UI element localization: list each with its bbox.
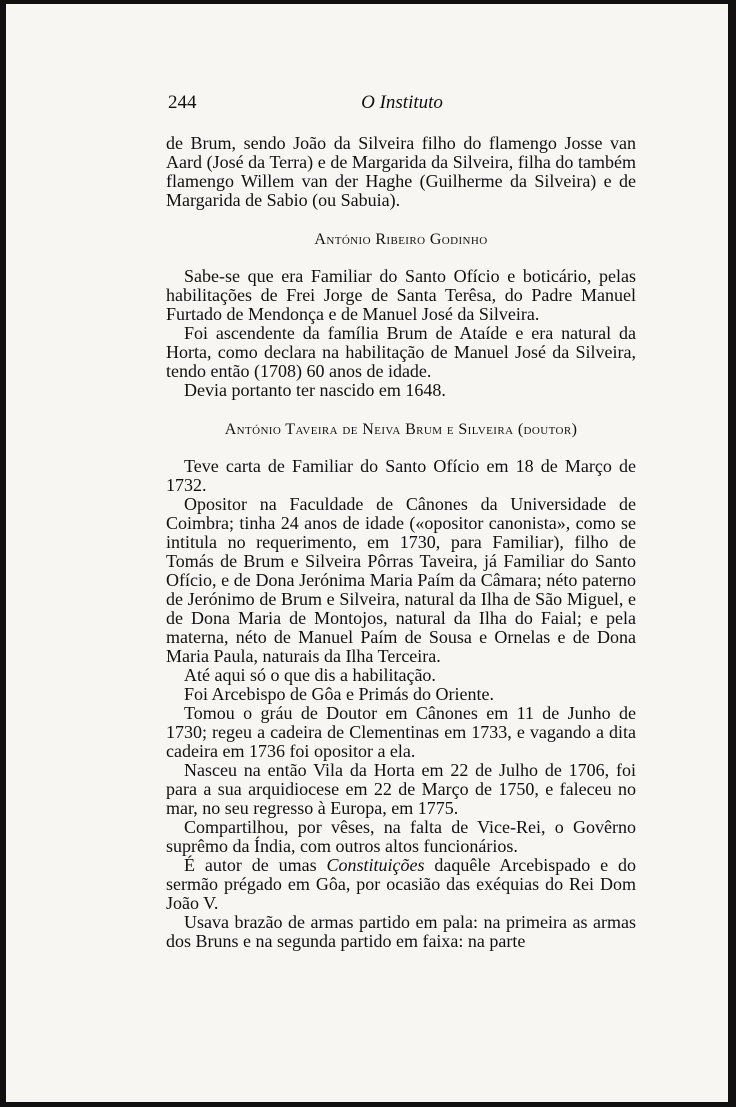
page-number: 244 [168, 92, 197, 113]
section-heading-godinho: António Ribeiro Godinho [314, 231, 488, 248]
paragraph-continuation: de Brum, sendo João da Silveira filho do flamengo Josse van Aard (José da Terra) e de Margarida da Silveira, filha do também flamengo Willem van der Haghe (Guilherme da Silveira) e de Margarida de Sabio (ou Sabuia). [166, 133, 636, 210]
paragraph: Compartilhou, por vêses, na falta de Vice-Rei, o Govêrno suprêmo da Índia, com outros altos funcionários. [166, 817, 636, 856]
book-page [6, 4, 728, 1102]
paragraph: Opositor na Faculdade de Cânones da Universidade de Coimbra; tinha 24 anos de idade («opositor canonista», como se intitula no requerimento, em 1730, para Familiar), filho de Tomás de Brum e Silveira Pôrras Taveira, já Familiar do Santo Ofício, e de Dona Jerónima Maria Paím da Câmara; néto paterno de Jerónimo de Brum e Silveira, natural da Ilha de São Miguel, e de Dona Maria de Montojos, natural da Ilha do Faial; e pela materna, néto de Manuel Paím de Sousa e Ornelas e de Dona Maria Paula, naturais da Ilha Terceira. [166, 494, 636, 666]
paragraph: Tomou o gráu de Doutor em Cânones em 11 de Junho de 1730; regeu a cadeira de Clementinas em 1733, e vagando a dita cadeira em 1736 foi opositor a ela. [166, 703, 636, 761]
paragraph: Sabe-se que era Familiar do Santo Ofício e boticário, pelas habilitações de Frei Jorge de Santa Terêsa, do Padre Manuel Furtado de Mendonça e de Manuel José da Silveira. [166, 266, 636, 324]
paragraph: Até aqui só o que dis a habilitação. [184, 665, 436, 685]
paragraph: Foi ascendente da família Brum de Ataíde e era natural da Horta, como declara na habilitação de Manuel José da Silveira, tendo então (1708) 60 anos de idade. [166, 323, 636, 381]
page-header [168, 92, 636, 118]
paragraph: Nasceu na então Vila da Horta em 22 de Julho de 1706, foi para a sua arquidiocese em 22 de Março de 1750, e faleceu no mar, no seu regresso à Europa, em 1775. [166, 760, 636, 818]
italic-title: Constituições [326, 855, 425, 875]
paragraph: Devia portanto ter nascido em 1648. [184, 380, 446, 400]
page-body [166, 134, 636, 951]
paragraph [166, 856, 636, 913]
text-run: É autor de umas [184, 855, 327, 875]
text-run: daquêle Arcebispado e do sermão prégado em Gôa, por ocasião das exéquias do Rei Dom João V. [166, 855, 636, 913]
paragraph: Foi Arcebispo de Gôa e Primás do Oriente. [184, 684, 494, 704]
paragraph: Usava brazão de armas partido em pala: na primeira as armas dos Bruns e na segunda partido em faixa: na parte [166, 912, 636, 951]
running-title: O Instituto [361, 92, 443, 113]
section-heading-taveira: António Taveira de Neiva Brum e Silveira (doutor) [224, 421, 578, 438]
paragraph: Teve carta de Familiar do Santo Ofício em 18 de Março de 1732. [166, 456, 636, 495]
